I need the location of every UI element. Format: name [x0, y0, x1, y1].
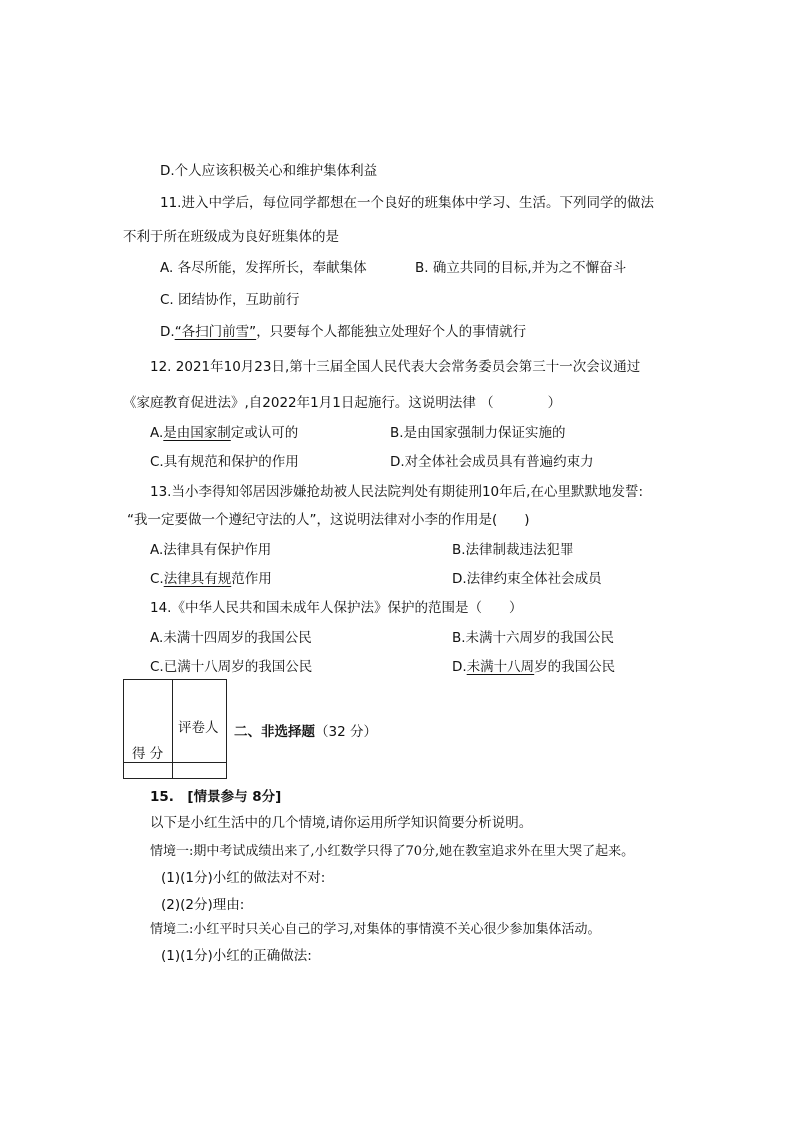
q11-stem-line2: 不利于所在班级成为良好班集体的是	[123, 229, 339, 245]
section-2-heading	[234, 723, 377, 741]
q14-stem: 14.《中华人民共和国未成年人保护法》保护的范围是（ ）	[150, 600, 523, 616]
q13-option-b: B.法律制裁违法犯罪	[452, 542, 574, 558]
q10-option-d: D.个人应该积极关心和维护集体利益	[160, 163, 378, 179]
q12-option-c: C.具有规范和保护的作用	[150, 454, 299, 470]
q12-option-a-underlined: 是由国家制	[163, 425, 231, 441]
q11-option-d-underlined: “各扫门前雪”	[174, 324, 257, 340]
grader-label: 评卷人	[178, 720, 219, 736]
q15-intro: 以下是小红生活中的几个情境,请你运用所学知识简要分析说明。	[150, 815, 533, 831]
section-2-points: （32 分）	[315, 724, 377, 740]
q14-option-c: C.已满十八周岁的我国公民	[150, 659, 313, 675]
q11-option-d	[160, 323, 526, 341]
q14-option-b: B.未满十六周岁的我国公民	[452, 630, 615, 646]
q15-scene1: 情境一:期中考试成绩出来了,小红数学只得了70分,她在教室追求外在里大哭了起来。	[150, 844, 635, 859]
q14-option-d	[452, 658, 615, 676]
q15-scene2-question1: (1)(1分)小红的正确做法:	[161, 948, 312, 964]
score-table-divider-horizontal	[124, 762, 226, 763]
q11-stem-line1: 11.进入中学后，每位同学都想在一个良好的班集体中学习、生活。下列同学的做法	[160, 195, 654, 211]
q12-option-a	[150, 424, 298, 442]
q13-option-c-underlined: 法律具有规	[163, 571, 232, 587]
q12-option-b: B.是由国家强制力保证实施的	[390, 425, 566, 441]
q11-option-b: B. 确立共同的目标,并为之不懈奋斗	[415, 260, 627, 276]
score-table-divider-vertical	[172, 680, 173, 778]
section-2-title: 二、非选择题	[234, 724, 315, 740]
q13-option-c	[150, 570, 272, 588]
q13-option-a: A.法律具有保护作用	[150, 542, 272, 558]
q12-option-a-rest: 定或认可的	[230, 425, 299, 441]
q14-option-d-rest: 岁的我国公民	[534, 659, 616, 675]
q14-option-a: A.未满十四周岁的我国公民	[150, 630, 312, 646]
q12-stem-line2: 《家庭教育促进法》,自2022年1月1日起施行。这说明法律 （ ）	[123, 395, 562, 411]
q13-option-d: D.法律约束全体社会成员	[452, 571, 602, 587]
q14-option-d-prefix: D.	[452, 659, 467, 675]
q12-stem-line1: 12. 2021年10月23日,第十三届全国人民代表大会常务委员会第三十一次会议通过	[150, 359, 641, 375]
q15-scene1-question1: (1)(1分)小红的做法对不对:	[161, 870, 326, 886]
score-label: 得 分	[132, 746, 164, 762]
q11-option-c: C. 团结协作，互助前行	[160, 292, 300, 308]
q11-option-d-rest: ，只要每个人都能独立处理好个人的事情就行	[256, 324, 527, 340]
q15-title: 15. [情景参与 8分]	[150, 789, 282, 805]
q11-option-a: A. 各尽所能，发挥所长，奉献集体	[160, 260, 367, 276]
q11-option-d-prefix: D.	[160, 324, 175, 340]
q14-option-d-underlined: 未满十八周	[466, 659, 535, 675]
q15-scene1-question2: (2)(2分)理由:	[161, 897, 245, 913]
q15-scene2: 情境二:小红平时只关心自己的学习,对集体的事情漠不关心很少参加集体活动。	[150, 922, 601, 937]
q13-stem-line2: “我一定要做一个遵纪守法的人”，这说明法律对小李的作用是( )	[127, 512, 530, 528]
q13-option-c-rest: 范作用	[231, 571, 272, 587]
q12-option-d: D.对全体社会成员具有普遍约束力	[390, 454, 594, 470]
q13-option-c-prefix: C.	[150, 571, 164, 587]
q13-stem-line1: 13.当小李得知邻居因涉嫌抢劫被人民法院判处有期徒刑10年后,在心里默默地发誓:	[150, 484, 643, 500]
q12-option-a-prefix: A.	[150, 425, 164, 441]
score-table	[123, 679, 227, 779]
